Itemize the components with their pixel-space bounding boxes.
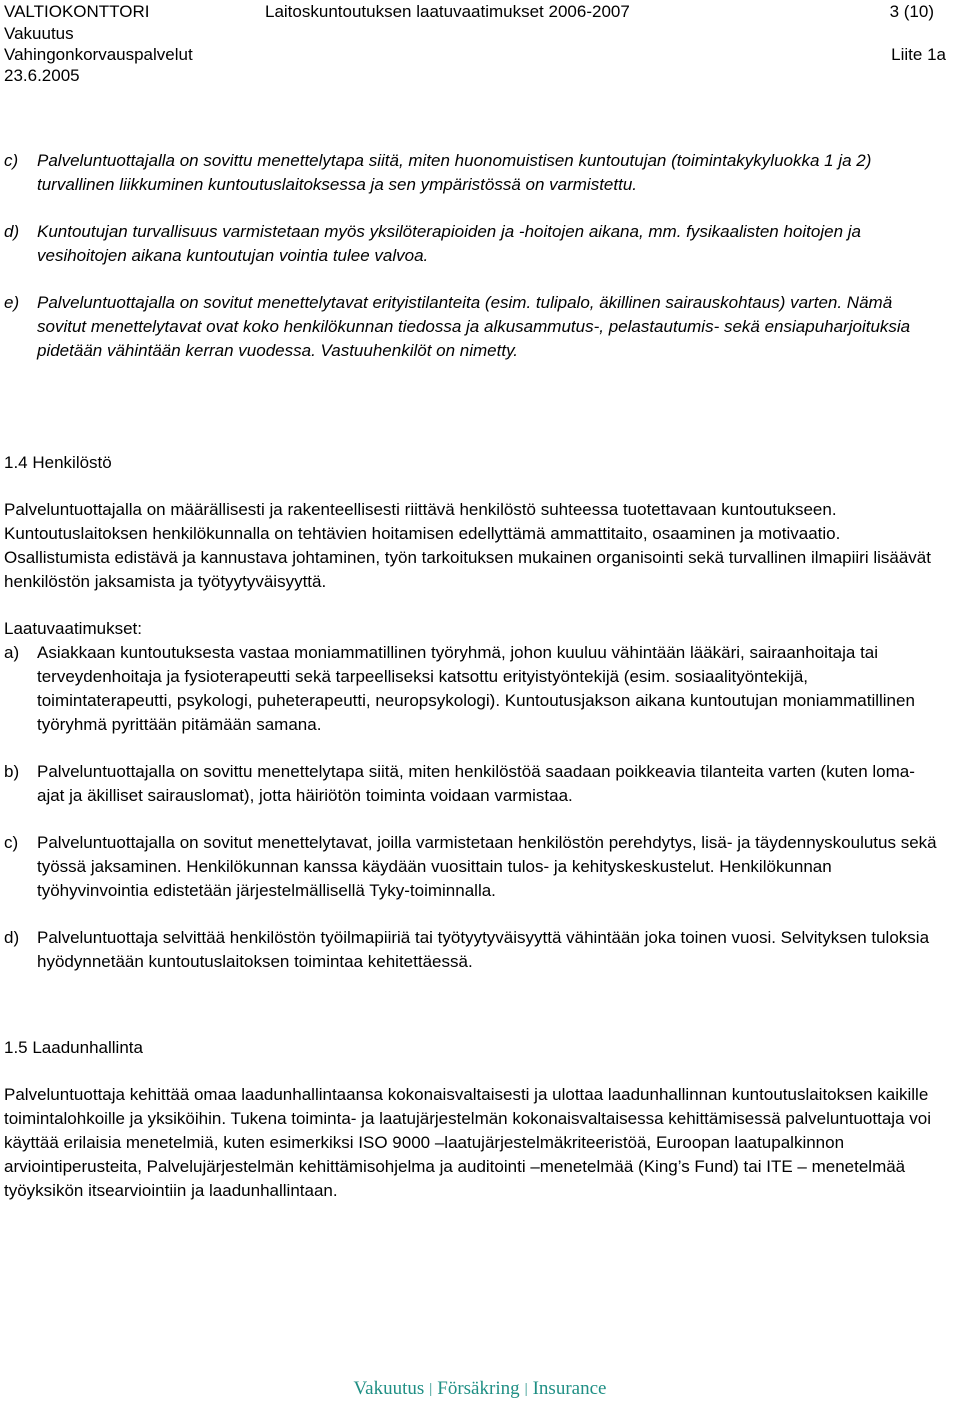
list-item-label: e) [4, 293, 20, 312]
list-item-label: b) [4, 762, 20, 781]
list-item-text: Palveluntuottaja selvittää henkilöstön työilmapiiriä tai työtyytyväisyyttä vähintään joka toinen vuosi. Selvityksen tuloksia hyödynnetään kuntoutuslaitoksen toimintaa kehitettäessä. [37, 928, 930, 971]
section-laadunhallinta [4, 1036, 940, 1203]
logo-text-vakuutus: Vakuutus [353, 1378, 425, 1399]
header-page-number: 3 (10) [889, 2, 934, 21]
list-item-label: c) [4, 151, 19, 170]
list-item-text: Palveluntuottajalla on sovitut menettelytavat erityistilanteita (esim. tulipalo, äkillinen sairauskohtaus) varten. Nämä sovitut menettelytavat ovat koko henkilökunnan tiedossa ja alkusammutus-, pelastautumis- sekä ensiapuharjoituksia pidetään vähintään kerran vuodessa. Vastuuhenkilöt on nimetty. [37, 293, 911, 360]
list-item-d [4, 220, 940, 268]
requirements-heading: Laatuvaatimukset: [4, 619, 142, 638]
list-item-text: Kuntoutujan turvallisuus varmistetaan myös yksilöterapioiden ja -hoitojen aikana, mm. fysikaalisten hoitojen ja vesihoitojen aikana kuntoutujan vointia tulee valvoa. [37, 222, 861, 265]
list-item-label: d) [4, 928, 20, 947]
list-item-text: Asiakkaan kuntoutuksesta vastaa moniammatillinen työryhmä, johon kuuluu vähintään lääkäri, sairaanhoitaja tai terveydenhoitaja ja fysioterapeutti sekä tarpeelliseksi katsottu erityistyöntekijä (esim. sosiaalityöntekijä, toimintaterapeutti, psykologi, puheterapeutti, neuropsykologi). Kuntoutusjakson aikana kuntoutujan moniammatillinen työryhmä pyrittään pitämään samana. [37, 643, 915, 734]
header-title: Laitoskuntoutuksen laatuvaatimukset 2006-2007 [265, 2, 630, 21]
list-item-e [4, 291, 940, 363]
list-item-a [4, 641, 940, 737]
header-org: VALTIOKONTTORI [4, 2, 150, 21]
header-dept1: Vakuutus [4, 24, 74, 43]
list-item-label: c) [4, 833, 19, 852]
list-item-text: Palveluntuottajalla on sovittu menettelytapa siitä, miten huonomuistisen kuntoutujan (toimintakykyluokka 1 ja 2) turvallinen liikkuminen kuntoutuslaitoksessa ja sen ympäristössä on varmistettu. [37, 151, 872, 194]
section-paragraph: Palveluntuottaja kehittää omaa laadunhallintaansa kokonaisvaltaisesti ja ulottaa laadunhallinnan kuntoutuslaitoksen kaikille toimintalohkoille ja yksiköihin. Tukena toiminta- ja laatujärjestelmän kokonaisvaltaisessa kehittämisessä palveluntuottaja voi käyttää erilaisia menetelmiä, kuten esimerkiksi ISO 9000 –laatujärjestelmäkriteeristöä, Euroopan laatupalkinnon arviointiperusteita, Palvelujärjestelmän kehittämisohjelma ja auditointi –menetelmää (King’s Fund) tai ITE – menetelmää työyksikön itsearviointiin ja laadunhallintaan. [4, 1085, 931, 1200]
footer-logo [0, 1378, 960, 1400]
section-paragraph: Palveluntuottajalla on määrällisesti ja rakenteellisesti riittävä henkilöstö suhteessa tuotettavaan kuntoutukseen. Kuntoutuslaitoksen henkilökunnalla on tehtävien hoitamisen edellyttämä ammattitaito, osaaminen ja motivaatio. Osallistumista edistävä ja kannustava johtaminen, työn tarkoituksen mukainen organisointi sekä turvallinen ilmapiiri lisäävät henkilöstön jaksamista ja työtyytyväisyyttä. [4, 500, 931, 591]
list-item-label: d) [4, 222, 20, 241]
section-henkilosto [4, 451, 940, 974]
logo-separator: | [524, 1381, 528, 1397]
list-item-c [4, 831, 940, 903]
list-item-d [4, 926, 940, 974]
header-date: 23.6.2005 [4, 66, 80, 85]
logo-separator: | [429, 1381, 433, 1397]
requirements-list-continued [4, 149, 940, 363]
list-item-c [4, 149, 940, 197]
list-item-text: Palveluntuottajalla on sovittu menettelytapa siitä, miten henkilöstöä saadaan poikkeavia tilanteita varten (kuten loma-ajat ja äkilliset sairauslomat), jotta häiriötön toiminta voidaan varmistaa. [37, 762, 915, 805]
header-attachment: Liite 1a [891, 45, 946, 64]
list-item-b [4, 760, 940, 808]
list-item-text: Palveluntuottajalla on sovitut menettelytavat, joilla varmistetaan henkilöstön perehdytys, lisä- ja täydennyskoulutus sekä työssä jaksaminen. Henkilökunnan kanssa käydään vuosittain tulos- ja kehityskeskustelut. Henkilökunnan työhyvinvointia edistetään järjestelmällisellä Tyky-toiminnalla. [37, 833, 937, 900]
header-dept2: Vahingonkorvauspalvelut [4, 45, 193, 64]
logo-text-insurance: Insurance [532, 1378, 607, 1399]
list-item-label: a) [4, 643, 20, 662]
section-heading: 1.4 Henkilöstö [4, 453, 112, 472]
logo-text-forsakring: Försäkring [437, 1378, 520, 1399]
section-heading: 1.5 Laadunhallinta [4, 1038, 143, 1057]
